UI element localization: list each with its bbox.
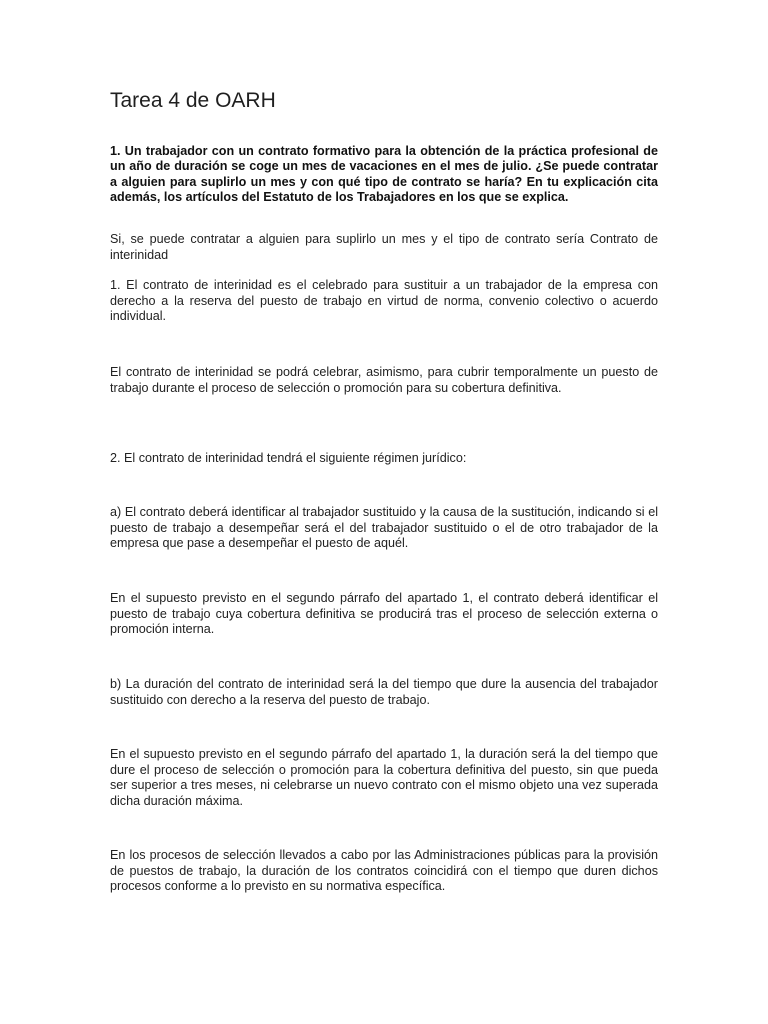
body-paragraph: En el supuesto previsto en el segundo párrafo del apartado 1, la duración será la del tiempo que dure el proceso de selección o promoción para la cobertura definitiva del puesto, sin que pueda ser superior a tres meses, ni celebrarse un nuevo contrato con el mismo objeto una vez superada dicha duración máxima. xyxy=(110,747,658,808)
body-paragraph: En el supuesto previsto en el segundo párrafo del apartado 1, el contrato deberá identificar el puesto de trabajo cuya cobertura definitiva se producirá tras el proceso de selección externa o promoción interna. xyxy=(110,591,658,637)
body-paragraph: b) La duración del contrato de interinidad será la del tiempo que dure la ausencia del trabajador sustituido con derecho a la reserva del puesto de trabajo. xyxy=(110,677,658,707)
body-paragraph: El contrato de interinidad se podrá celebrar, asimismo, para cubrir temporalmente un puesto de trabajo durante el proceso de selección o promoción para su cobertura definitiva. xyxy=(110,365,658,395)
answer-paragraph: Si, se puede contratar a alguien para suplirlo un mes y el tipo de contrato sería Contrato de interinidad xyxy=(110,232,658,262)
document-title: Tarea 4 de OARH xyxy=(110,89,276,112)
body-paragraph: 1. El contrato de interinidad es el celebrado para sustituir a un trabajador de la empresa con derecho a la reserva del puesto de trabajo en virtud de norma, convenio colectivo o acuerdo individual. xyxy=(110,278,658,324)
body-paragraph: En los procesos de selección llevados a cabo por las Administraciones públicas para la provisión de puestos de trabajo, la duración de los contratos coincidirá con el tiempo que duren dichos procesos conforme a lo previsto en su normativa específica. xyxy=(110,848,658,894)
body-paragraph: 2. El contrato de interinidad tendrá el siguiente régimen jurídico: xyxy=(110,451,467,465)
body-paragraph: a) El contrato deberá identificar al trabajador sustituido y la causa de la sustitución, indicando si el puesto de trabajo a desempeñar será el del trabajador sustituido o el de otro trabajador de la empresa que pase a desempeñar el puesto de aquél. xyxy=(110,505,658,551)
question-text: 1. Un trabajador con un contrato formativo para la obtención de la práctica profesional de un año de duración se coge un mes de vacaciones en el mes de julio. ¿Se puede contratar a alguien para suplirlo un mes y con qué tipo de contrato se haría? En tu explicación cita además, los artículos del Estatuto de los Trabajadores en los que se explica. xyxy=(110,144,658,205)
